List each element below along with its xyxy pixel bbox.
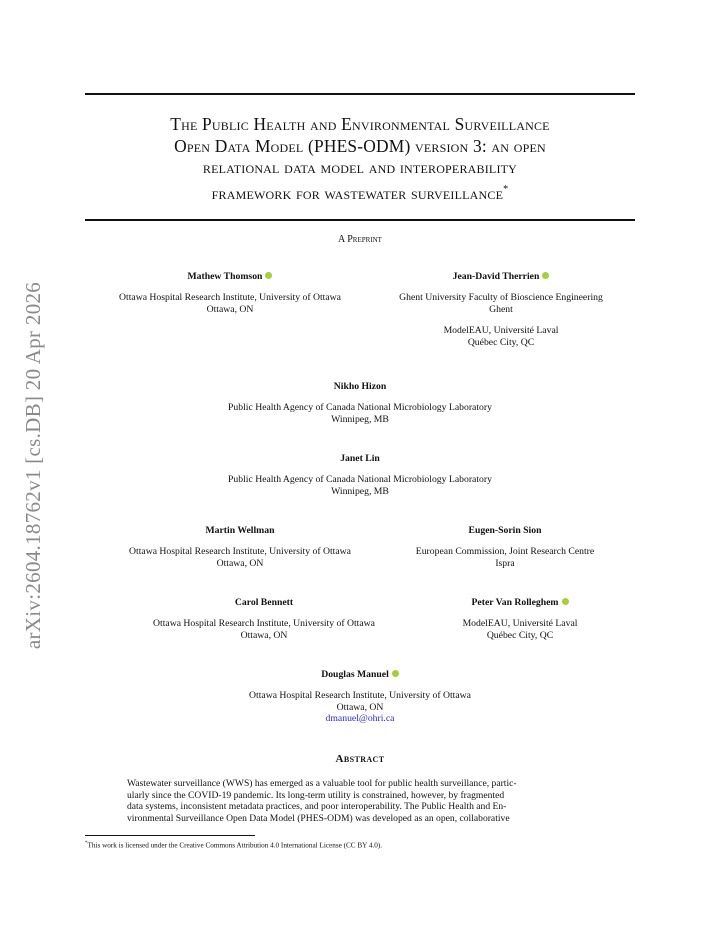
author-affiliation: Public Health Agency of Canada National Microbiology Laboratory Winnipeg, MB [228, 402, 492, 425]
author-affiliation-secondary: ModelEAU, Université Laval Québec City, QC [443, 325, 559, 348]
author-affiliation: Ottawa Hospital Research Institute, University of Ottawa Ottawa, ON [119, 292, 341, 315]
title-rule-bottom [85, 219, 635, 221]
title-line-2: Open Data Model (PHES-ODM) version 3: an open [174, 135, 546, 156]
author-affiliation: European Commission, Joint Research Centre Ispra [415, 546, 595, 569]
author-affiliation: Public Health Agency of Canada National Microbiology Laboratory Winnipeg, MB [228, 474, 492, 497]
author-affiliation: Ottawa Hospital Research Institute, University of Ottawa Ottawa, ON [153, 618, 375, 641]
footnote-text: This work is licensed under the Creative Commons Attribution 4.0 International License (CC BY 4.0). [87, 841, 383, 850]
author-block-sion [380, 525, 630, 569]
abstract-heading: Abstract [335, 753, 385, 765]
orcid-icon[interactable] [542, 272, 549, 279]
abstract-line: ularly since the COVID-19 pandemic. Its long-term utility is constrained, however, by fragmented [127, 789, 505, 801]
abstract-line: Wastewater surveillance (WWS) has emerged as a valuable tool for public health surveillance, partic- [127, 778, 517, 789]
author-affiliation: ModelEAU, Université Laval Québec City, QC [462, 618, 578, 641]
author-name: Martin Wellman [205, 525, 275, 536]
author-name: Douglas Manuel [85, 669, 635, 681]
author-email-link[interactable]: dmanuel@ohri.ca [325, 713, 395, 725]
title-rule-top [85, 93, 635, 95]
orcid-icon[interactable] [562, 598, 569, 605]
author-name: Carol Bennett [234, 597, 294, 608]
arxiv-identifier-text: arXiv:2604.18762v1 [cs.DB] 20 Apr 2026 [21, 281, 46, 649]
title-line-1: The Public Health and Environmental Surveillance [170, 114, 550, 134]
title-line-4: framework for wastewater surveillance* [211, 182, 509, 203]
title-footnote-marker[interactable]: * [503, 183, 509, 195]
footnote-marker: * [85, 841, 88, 846]
author-affiliation: Ottawa Hospital Research Institute, University of Ottawa Ottawa, ON dmanuel@ohri.ca [85, 690, 635, 725]
author-name: Peter Van Rolleghem [420, 597, 620, 609]
author-block-therrien [370, 271, 632, 348]
author-block-lin [85, 453, 635, 497]
author-block-wellman [100, 525, 380, 569]
author-name: Mathew Thomson [90, 271, 370, 283]
author-affiliation: Ottawa Hospital Research Institute, University of Ottawa Ottawa, ON [129, 546, 351, 569]
author-affiliation: Ghent University Faculty of Bioscience Engineering Ghent [399, 292, 603, 315]
abstract-line: data systems, inconsistent metadata practices, and poor interoperability. The Public Health and En- [127, 801, 507, 812]
author-block-hizon [85, 381, 635, 425]
preprint-label: A Preprint [338, 234, 382, 245]
paper-title [85, 114, 635, 204]
author-block-thomson [90, 271, 370, 315]
abstract-line: vironmental Surveillance Open Data Model (PHES-ODM) was developed as an open, collaborative [127, 812, 510, 824]
orcid-icon[interactable] [392, 670, 399, 677]
author-block-bennett [124, 597, 404, 641]
arxiv-identifier-stamp [10, 260, 58, 670]
author-name: Eugen-Sorin Sion [468, 525, 542, 536]
author-block-rolleghem [420, 597, 620, 641]
author-name: Nikho Hizon [333, 381, 387, 392]
footnote [85, 839, 645, 850]
author-block-manuel [85, 669, 635, 725]
orcid-icon[interactable] [265, 272, 272, 279]
title-line-3: relational data model and interoperability [202, 157, 518, 177]
author-name: Jean-David Therrien [370, 271, 632, 283]
author-name: Janet Lin [340, 453, 380, 464]
footnote-rule [85, 835, 255, 836]
